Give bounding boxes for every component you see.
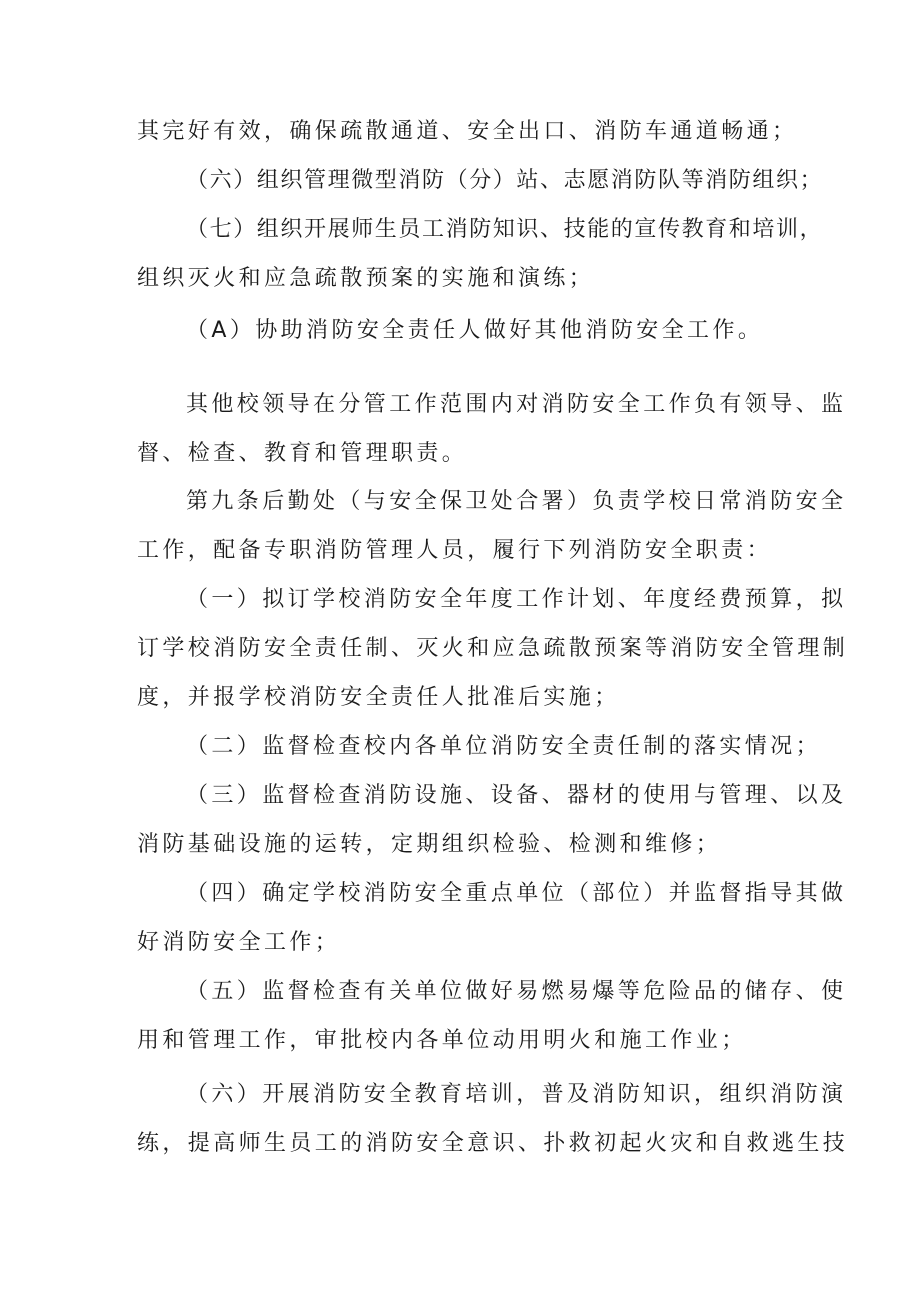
text-line: （六）组织管理微型消防（分）站、志愿消防队等消防组织； [186,168,824,193]
text-line: （六）开展消防安全教育培训，普及消防知识，组织消防演 [186,1082,847,1107]
text-line: 第九条后勤处（与安全保卫处合署）负责学校日常消防安全 [186,489,847,514]
text-line: 其完好有效，确保疏散通道、安全出口、消防车通道畅通； [137,119,798,144]
text-line: 练，提高师生员工的消防安全意识、扑救初起火灾和自救逃生技 [137,1131,849,1156]
text-line: 消防基础设施的运转，定期组织检验、检测和维修； [137,832,722,857]
text-line: （四）确定学校消防安全重点单位（部位）并监督指导其做 [186,881,847,906]
text-line: 度，并报学校消防安全责任人批准后实施； [137,685,620,710]
text-line: （七）组织开展师生员工消防知识、技能的宣传教育和培训， [186,217,824,242]
text-line: 组织灭火和应急疏散预案的实施和演练； [137,266,595,291]
text-line: （三）监督检查消防设施、设备、器材的使用与管理、以及 [186,783,847,808]
text-line: 用和管理工作，审批校内各单位动用明火和施工作业； [137,1028,747,1053]
text-line: （五）监督检查有关单位做好易燃易爆等危险品的储存、使 [186,979,847,1004]
text-line: 好消防安全工作； [137,930,341,955]
text-line: 其他校领导在分管工作范围内对消防安全工作负有领导、监 [186,392,847,417]
text-line: （A）协助消防安全责任人做好其他消防安全工作。 [186,318,764,343]
text-line: 工作，配备专职消防管理人员，履行下列消防安全职责： [137,538,773,563]
text-line: （一）拟订学校消防安全年度工作计划、年度经费预算，拟 [186,587,847,612]
text-line: （二）监督检查校内各单位消防安全责任制的落实情况； [186,734,822,759]
text-line: 订学校消防安全责任制、灭火和应急疏散预案等消防安全管理制 [137,636,849,661]
text-line: 督、检查、教育和管理职责。 [137,441,468,466]
